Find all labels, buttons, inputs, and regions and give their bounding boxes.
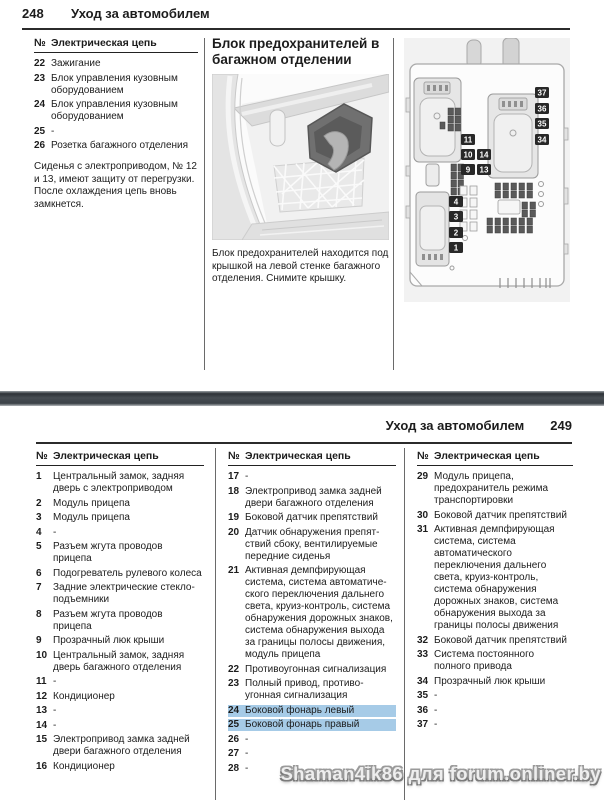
table-header-num: № <box>228 450 240 462</box>
table-row <box>228 719 396 731</box>
circuit-label: Разъем жгута проводов прицепа <box>53 541 163 564</box>
circuit-label: Боковой фонарь правый <box>245 719 360 730</box>
table-row <box>36 582 204 606</box>
circuit-number: 25 <box>228 719 240 730</box>
circuit-label: - <box>53 705 57 716</box>
circuit-label: Модуль прицепа <box>53 497 130 509</box>
circuit-number: 35 <box>417 690 429 701</box>
fuse-callout-3: 3 <box>453 212 459 222</box>
circuit-label: Зажигание <box>51 58 101 69</box>
circuit-label: Активная демпфирующая система, система автоматического переключения дальнего света, круиз-контроль, система обнаружения дорожных знаков, система обнаружения выхода за границы полосы движения <box>434 524 559 631</box>
table-row <box>36 650 204 674</box>
fuse-callout-4: 4 <box>453 197 459 207</box>
circuit-number: 6 <box>36 567 42 579</box>
circuit-label: Электропривод замка задней двери багажного отделения <box>53 734 190 757</box>
circuit-number: 32 <box>417 634 429 646</box>
table-body <box>34 58 198 152</box>
table-row <box>228 734 396 746</box>
circuit-label: - <box>245 748 249 759</box>
circuit-label: - <box>434 719 438 730</box>
table-row <box>34 73 198 97</box>
column-divider <box>215 448 216 800</box>
circuit-label: Полный привод, противоугонная сигнализация <box>245 678 364 701</box>
table-row <box>417 705 573 717</box>
circuit-label: Центральный замок, задняя дверь с электроприводом <box>53 471 185 494</box>
fuse-callout-10: 10 <box>463 150 473 160</box>
circuit-number: 5 <box>36 541 42 552</box>
watermark: Shaman4ik86 для forum.onliner.by <box>280 763 601 784</box>
fuse-callout-14: 14 <box>479 150 489 160</box>
circuit-number: 28 <box>228 762 240 774</box>
table-body <box>228 471 396 775</box>
circuit-label: - <box>245 762 249 774</box>
table-row <box>36 676 204 688</box>
table-row <box>417 524 573 632</box>
table-row <box>36 527 204 539</box>
circuit-number: 24 <box>228 704 240 716</box>
table-row <box>417 719 573 731</box>
section-heading: Блок предохранителей в багажном отделении <box>212 36 380 67</box>
circuit-label: Разъем жгута проводов прицепа <box>53 608 163 632</box>
table-header-name: Электрическая цепь <box>53 450 159 462</box>
table-row <box>417 510 573 522</box>
page-title: Уход за автомобилем <box>71 6 210 21</box>
table-row <box>417 635 573 647</box>
circuit-number: 27 <box>228 748 240 759</box>
circuit-number: 33 <box>417 649 429 660</box>
table-header-num: № <box>34 37 46 49</box>
circuit-label: Модуль прицепа, предохранитель режима транспортировки <box>434 471 549 506</box>
circuit-number: 1 <box>36 471 42 482</box>
fuse-callout-11: 11 <box>463 135 473 145</box>
page-separator-bar <box>0 391 604 406</box>
table-header-num: № <box>417 450 429 462</box>
table-row <box>36 761 204 773</box>
circuit-label: Прозрачный люк крыши <box>53 635 165 646</box>
table-row <box>228 512 396 524</box>
circuit-number: 22 <box>228 663 240 675</box>
circuit-label: Боковой фонарь левый <box>245 704 355 716</box>
circuit-number: 7 <box>36 582 42 593</box>
table-header-num: № <box>36 450 48 462</box>
circuit-number: 37 <box>417 719 429 730</box>
circuit-label: - <box>434 704 438 716</box>
table-header-name: Электрическая цепь <box>434 450 540 462</box>
page-title: Уход за автомобилем <box>385 418 525 433</box>
circuit-number: 36 <box>417 704 429 716</box>
circuit-label: - <box>53 719 57 731</box>
circuit-number: 9 <box>36 635 42 646</box>
fuse-callout-1: 1 <box>453 243 459 253</box>
table-row <box>36 541 204 565</box>
header-rule <box>22 28 570 30</box>
circuit-label: Розетка багажного отделения <box>51 140 189 151</box>
circuit-label: Боковой датчик препятствий <box>434 634 567 646</box>
circuit-label: Блок управления кузовным оборудованием <box>51 72 178 96</box>
table-header <box>34 37 198 53</box>
column-divider <box>204 38 205 370</box>
table-row <box>36 691 204 703</box>
table-row <box>36 705 204 717</box>
fuse-callout-13: 13 <box>479 165 489 175</box>
circuit-number: 2 <box>36 497 42 509</box>
circuit-label: - <box>53 526 57 538</box>
table-header <box>36 450 204 466</box>
table-row <box>228 748 396 760</box>
circuit-label: - <box>245 471 249 482</box>
table-row <box>228 565 396 661</box>
circuit-number: 23 <box>34 72 46 84</box>
circuit-number: 26 <box>34 140 46 151</box>
table-body <box>36 471 204 773</box>
circuit-number: 26 <box>228 733 240 745</box>
table-row <box>36 498 204 510</box>
circuit-label: Задние электрические стеклоподъемники <box>53 582 195 605</box>
table-row <box>36 734 204 758</box>
circuit-label: Боковой датчик препятствий <box>434 509 567 521</box>
table-header-name: Электрическая цепь <box>245 450 351 462</box>
circuit-number: 29 <box>417 471 429 482</box>
circuit-number: 19 <box>228 512 240 523</box>
circuit-number: 13 <box>36 705 48 716</box>
table-header-name: Электрическая цепь <box>51 37 157 49</box>
fuse-table-249-col2 <box>228 450 396 777</box>
table-row <box>228 471 396 483</box>
table-row <box>228 705 396 717</box>
table-row <box>228 486 396 510</box>
table-row <box>417 676 573 688</box>
circuit-number: 3 <box>36 512 42 523</box>
table-row <box>228 527 396 563</box>
circuit-label: - <box>245 733 249 745</box>
page-249 <box>0 406 604 800</box>
circuit-number: 12 <box>36 690 48 702</box>
table-row <box>36 471 204 495</box>
circuit-number: 16 <box>36 760 48 772</box>
trunk-photo <box>212 74 389 240</box>
circuit-label: Датчик обнаружения препятствий сбоку, вентилируемые передние сиденья <box>245 526 380 562</box>
circuit-label: - <box>51 125 55 137</box>
circuit-number: 22 <box>34 58 46 69</box>
fuse-callout-9: 9 <box>465 165 471 175</box>
page-number: 248 <box>22 6 44 21</box>
circuit-number: 14 <box>36 719 48 731</box>
circuit-number: 15 <box>36 734 48 745</box>
table-row <box>36 609 204 633</box>
table-row <box>417 471 573 507</box>
circuit-number: 4 <box>36 526 42 538</box>
circuit-label: Противоугонная сигнализация <box>245 663 387 675</box>
circuit-number: 34 <box>417 675 429 687</box>
circuit-label: - <box>434 690 438 701</box>
fuse-callout-36: 36 <box>537 104 547 114</box>
table-row <box>228 678 396 702</box>
table-body <box>417 471 573 731</box>
circuit-label: Система постоянного полного привода <box>434 649 535 672</box>
circuit-number: 31 <box>417 524 429 535</box>
table-row <box>417 649 573 673</box>
circuit-number: 11 <box>36 676 47 687</box>
table-row <box>36 568 204 580</box>
circuit-number: 10 <box>36 649 48 661</box>
header-rule <box>36 442 572 444</box>
table-row <box>36 635 204 647</box>
fuse-callout-37: 37 <box>537 88 547 98</box>
page-248 <box>0 0 604 391</box>
fuse-callout-35: 35 <box>537 119 547 129</box>
table-row <box>417 690 573 702</box>
fuse-callout-34: 34 <box>537 135 547 145</box>
fuse-table-248 <box>34 37 198 211</box>
fuse-table-249-col1 <box>36 450 204 775</box>
table-header <box>228 450 396 466</box>
overload-note: Сиденья с электроприводом, № 12 и 13, имеют защиту от перегрузки. После охлаждения цепь вновь замкнется. <box>34 161 197 210</box>
circuit-number: 8 <box>36 608 42 620</box>
circuit-number: 21 <box>228 565 240 576</box>
circuit-label: Кондиционер <box>53 690 115 702</box>
circuit-label: Боковой датчик препятствий <box>245 512 378 523</box>
circuit-label: Центральный замок, задняя дверь багажного отделения <box>53 649 185 673</box>
table-row <box>36 512 204 524</box>
circuit-label: - <box>53 676 57 687</box>
section-body: Блок предохранителей находится под крышкой на левой стенке багажного отделения. Снимите крышку. <box>212 248 389 284</box>
table-row <box>34 58 198 70</box>
table-row <box>36 720 204 732</box>
table-row <box>228 664 396 676</box>
circuit-number: 20 <box>228 526 240 538</box>
fuse-diagram <box>404 38 570 302</box>
fuse-callout-2: 2 <box>453 228 459 238</box>
circuit-number: 24 <box>34 99 46 110</box>
fuse-table-249-col3 <box>417 450 573 734</box>
circuit-label: Прозрачный люк крыши <box>434 675 546 687</box>
table-row <box>34 126 198 138</box>
column-divider <box>404 448 405 800</box>
circuit-label: Электропривод замка задней двери багажного отделения <box>245 485 382 509</box>
section-rear-fusebox <box>212 36 389 286</box>
circuit-label: Блок управления кузовным оборудованием <box>51 99 178 122</box>
circuit-number: 17 <box>228 471 240 482</box>
circuit-number: 18 <box>228 485 240 497</box>
circuit-number: 25 <box>34 125 46 137</box>
circuit-label: Кондиционер <box>53 760 115 772</box>
circuit-number: 23 <box>228 678 240 689</box>
circuit-number: 30 <box>417 509 429 521</box>
table-row <box>34 99 198 123</box>
circuit-label: Модуль прицепа <box>53 512 130 523</box>
table-header <box>417 450 573 466</box>
circuit-label: Подогреватель рулевого колеса <box>53 567 202 579</box>
circuit-label: Активная демпфирующая система, система автоматического переключения дальнего света, круиз-контроль, система обнаружения дорожных знаков, система обнаружения выхода за границы полосы движения, модуль прицепа <box>245 565 393 660</box>
page-number: 249 <box>550 418 572 433</box>
table-row <box>34 140 198 152</box>
column-divider <box>393 38 394 370</box>
